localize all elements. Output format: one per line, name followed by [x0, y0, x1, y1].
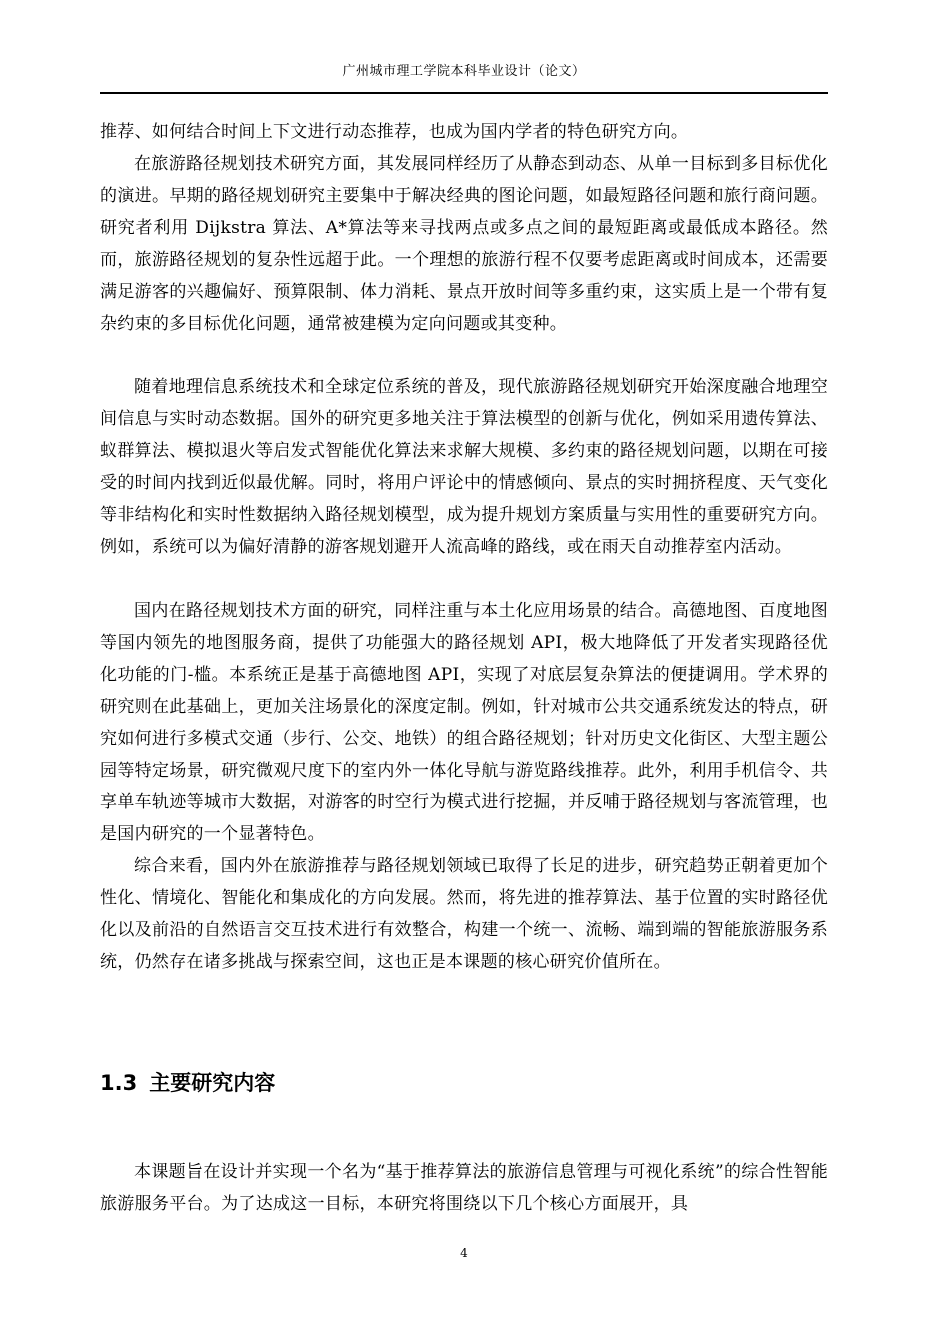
- section-heading: [100, 1065, 275, 1101]
- paragraph-domestic-research: 国内在路径规划技术方面的研究，同样注重与本土化应用场景的结合。高德地图、百度地图等国内领先的地图服务商，提供了功能强大的路径规划 API，极大地降低了开发者实现路径优化功能的门-槛。本系统正是基于高德地图 API，实现了对底层复杂算法的便捷调用。学术界的研究则在此基础上，更加关注场景化的深度定制。例如，针对城市公共交通系统发达的特点，研究如何进行多模式交通（步行、公交、地铁）的组合路径规划；针对历史文化街区、大型主题公园等特定场景，研究微观尺度下的室内外一体化导航与游览路线推荐。此外，利用手机信令、共享单车轨迹等城市大数据，对游客的时空行为模式进行挖掘，并反哺于路径规划与客流管理，也是国内研究的一个显著特色。: [100, 601, 828, 845]
- paragraph-summary: 综合来看，国内外在旅游推荐与路径规划领域已取得了长足的进步，研究趋势正朝着更加个性化、情境化、智能化和集成化的方向发展。然而，将先进的推荐算法、基于位置的实时路径优化以及前沿的自然语言交互技术进行有效整合，构建一个统一、流畅、端到端的智能旅游服务系统，仍然存在诸多挑战与探索空间，这也正是本课题的核心研究价值所在。: [100, 856, 828, 972]
- page-number: 4: [460, 1246, 468, 1260]
- paragraph-continuation: 推荐、如何结合时间上下文进行动态推荐，也成为国内学者的特色研究方向。: [100, 122, 689, 142]
- paragraph-gis-dynamic: 随着地理信息系统技术和全球定位系统的普及，现代旅游路径规划研究开始深度融合地理空间信息与实时动态数据。国外的研究更多地关注于算法模型的创新与优化，例如采用遗传算法、蚁群算法、模拟退火等启发式智能优化算法来求解大规模、多约束的路径规划问题，以期在可接受的时间内找到近似最优解。同时，将用户评论中的情感倾向、景点的实时拥挤程度、天气变化等非结构化和实时性数据纳入路径规划模型，成为提升规划方案质量与实用性的重要研究方向。例如，系统可以为偏好清静的游客规划避开人流高峰的路线，或在雨天自动推荐室内活动。: [100, 377, 828, 557]
- page-header: 广州城市理工学院本科毕业设计（论文）: [342, 64, 586, 79]
- paragraph-route-planning: 在旅游路径规划技术研究方面，其发展同样经历了从静态到动态、从单一目标到多目标优化的演进。早期的路径规划研究主要集中于解决经典的图论问题，如最短路径问题和旅行商问题。研究者利用 Dijkstra 算法、A*算法等来寻找两点或多点之间的最短距离或最低成本路径。然而，旅游路径规划的复杂性远超于此。一个理想的旅游行程不仅要考虑距离或时间成本，还需要满足游客的兴趣偏好、预算限制、体力消耗、景点开放时间等多重约束，这实质上是一个带有复杂约束的多目标优化问题，通常被建模为定向问题或其变种。: [100, 154, 828, 334]
- paragraph-research-content: 本课题旨在设计并实现一个名为“基于推荐算法的旅游信息管理与可视化系统”的综合性智能旅游服务平台。为了达成这一目标，本研究将围绕以下几个核心方面展开，具: [100, 1162, 828, 1214]
- header-rule: [100, 92, 828, 94]
- section-title: 主要研究内容: [149, 1071, 276, 1095]
- section-number: 1.3: [100, 1071, 138, 1095]
